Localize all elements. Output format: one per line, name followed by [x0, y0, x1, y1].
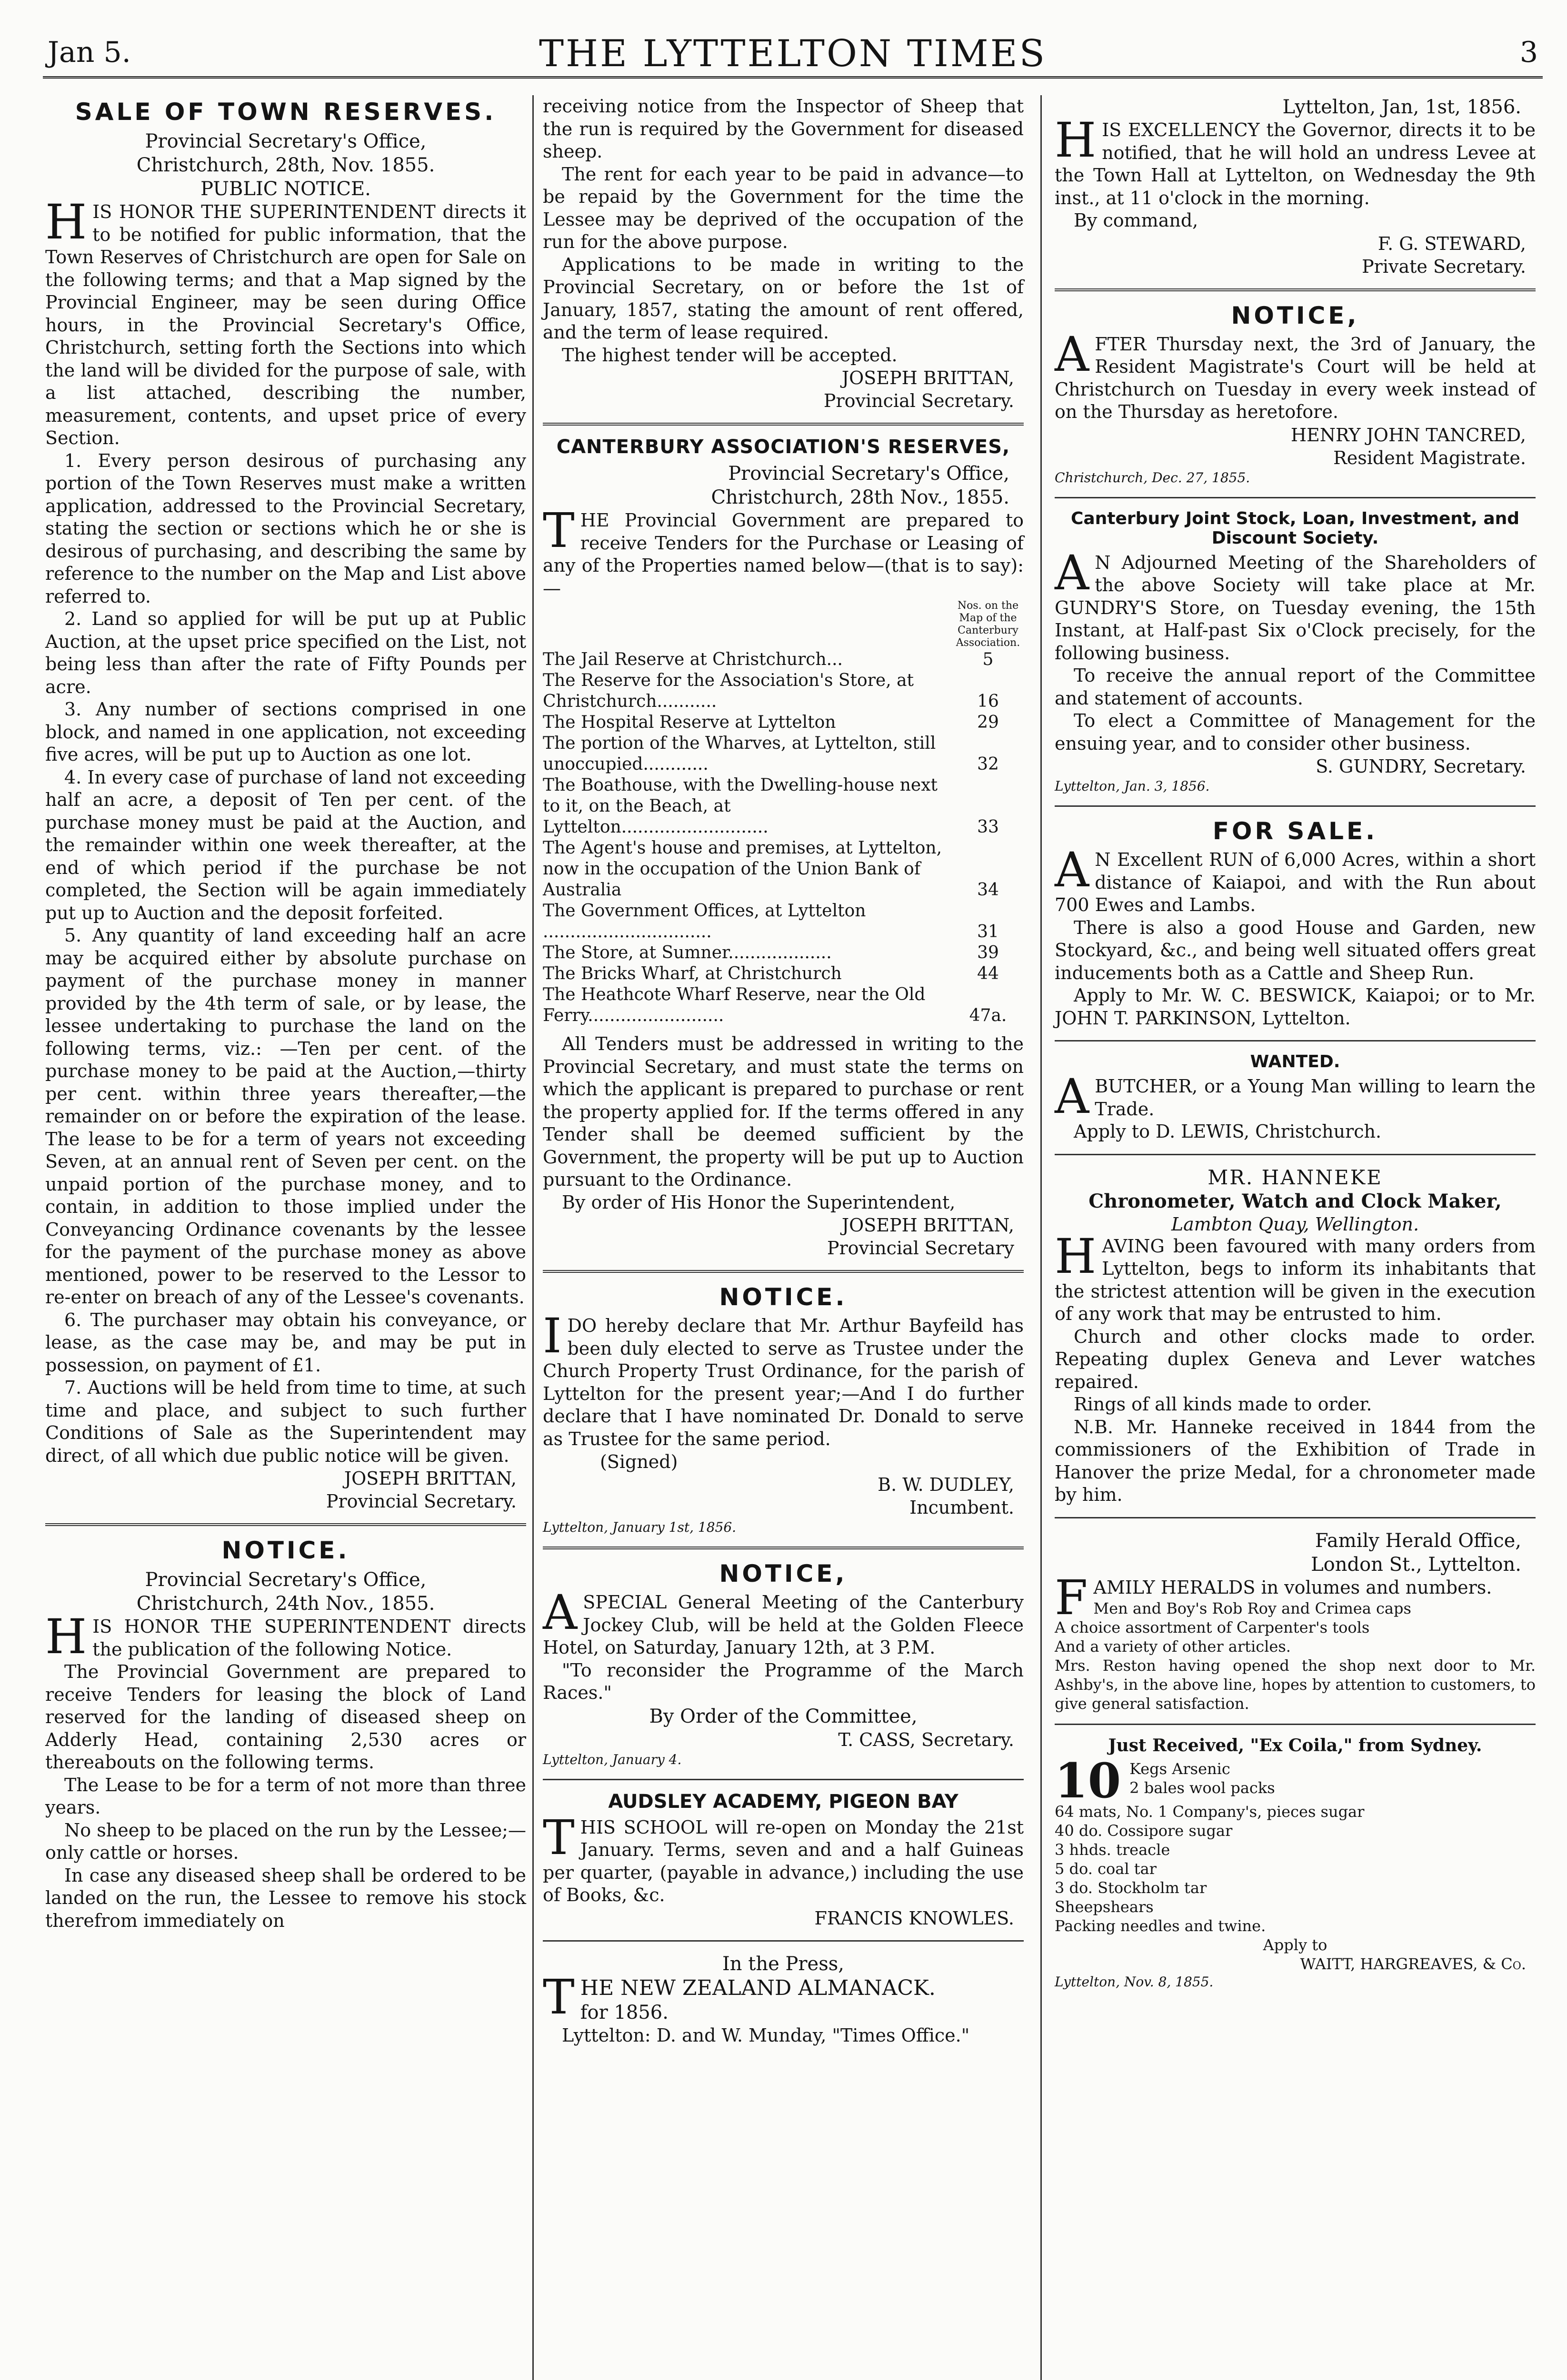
notice-trustee: [543, 1283, 1024, 1536]
page-number: 3: [1519, 36, 1538, 69]
sale-of-town-reserves: [45, 98, 526, 1513]
column-rule: [1040, 95, 1042, 2380]
subheading: PUBLIC NOTICE.: [200, 178, 371, 200]
paragraph: No sheep to be placed on the run by the Lessee;—only cattle or horses.: [45, 1819, 526, 1863]
drop-cap: T: [543, 1809, 575, 1865]
term-item: 7. Auctions will be held from time to time, at such time and place, and subject to such further Conditions of Sale as the Superintendent may direct, of all which due public notice will be given.: [45, 1377, 526, 1466]
signature: FRANCIS KNOWLES.: [814, 1907, 1014, 1929]
paragraph: receiving notice from the Inspector of Sheep that the run is required by the Government for diseased sheep.: [543, 96, 1024, 162]
address-line: London St., Lyttelton.: [1311, 1553, 1521, 1576]
drop-cap: H: [45, 1609, 87, 1665]
office-line: Provincial Secretary's Office,: [145, 130, 427, 152]
table-row: [543, 963, 1024, 984]
property-name: The Boathouse, with the Dwelling-house next to it, on the Beach, at Lyttelton...........................: [543, 775, 938, 837]
dateline: Christchurch, 24th Nov., 1855.: [136, 1593, 435, 1615]
paragraph: DO hereby declare that Mr. Arthur Bayfeild has been duly elected to serve as Trustee under the Church Property Trust Ordinance, for the parish of Lyttelton for the present year;—And I do further declare that I have nominated Dr. Donald to serve as Trustee for the same period.: [543, 1315, 1024, 1449]
audsley-academy: [543, 1791, 1024, 1930]
property-name: The Government Offices, at Lyttelton ...............................: [543, 901, 866, 942]
paragraph: N.B. Mr. Hanneke received in 1844 from the commissioners of the Exhibition of Trade in Hanover the prize Medal, for a chronometer made by him.: [1055, 1416, 1536, 1505]
reserves-table: [543, 649, 1024, 1026]
office-line: Provincial Secretary's Office,: [145, 1569, 427, 1591]
goods-line: 2 bales wool packs: [1129, 1779, 1275, 1797]
term-item: 5. Any quantity of land exceeding half an acre may be acquired either by absolute purchase on payment of the purchase money in manner provided by the 4th term of sale, or by lease, the lessee undertaking to purchase the land on the following terms, viz.: —Ten per cent. of the purchase money to be paid at the Auction,—thirty per cent. within three years thereafter,—the remainder on or before the expiration of the lease. The lease to be for a term of years not exceeding Seven, at an annual rent of Seven per cent. on the unpaid portion of the purchase money, and to contain, in addition to those implied under the Conveyancing Ordinance covenants by the lessee for the payment of the purchase money as above mentioned, power to be reserved to the Lessor to re-enter on breach of any of the Lessee's covenants.: [45, 925, 526, 1308]
map-number: 16: [977, 692, 999, 711]
levee-notice: [1055, 95, 1536, 278]
drop-cap: A: [1055, 545, 1089, 601]
committee-line: By Order of the Committee,: [649, 1705, 918, 1727]
paragraph: The rent for each year to be paid in advance—to be repaid by the Government for the time the Lessee may be deprived of the occupation of the run for the above purpose.: [543, 163, 1024, 252]
drop-cap: H: [45, 194, 87, 250]
signature-name: F. G. STEWARD,: [1377, 233, 1526, 254]
paragraph: HIS SCHOOL will re-open on Monday the 21st January. Terms, seven and and a half Guineas per quarter, (payable in advance,) including the use of Books, &c.: [543, 1816, 1024, 1905]
table-row: [543, 942, 1024, 963]
notice-date: Lyttelton, January 4.: [543, 1751, 682, 1767]
ad-heading: CANTERBURY ASSOCIATION'S RESERVES,: [556, 436, 1010, 458]
goods-line: Sheepshears: [1055, 1898, 1154, 1916]
paragraph: AVING been favoured with many orders from Lyttelton, begs to inform its inhabitants that the strictest attention will be given in the execution of any work that may be entrusted to him.: [1055, 1235, 1536, 1324]
arsenic-ad: [1055, 1735, 1536, 1991]
divider: [1055, 1724, 1536, 1725]
table-row: [543, 670, 1024, 712]
divider: [543, 1547, 1024, 1549]
table-row: [543, 838, 1024, 901]
column-header: Nos. on the Map of the Canterbury Association.: [956, 600, 1020, 649]
notice-jockey-club: [543, 1560, 1024, 1768]
term-item: 1. Every person desirous of purchasing any portion of the Town Reserves must make a written application, addressed to the Provincial Secretary, stating the section or sections which he or she is desirous of purchasing, and describing the same by reference to the number on the Map and List above referred to.: [45, 450, 526, 607]
goods-line: Mrs. Reston having opened the shop next door to Mr. Ashby's, in the above line, hopes by attention to customers, to give general satisfaction.: [1055, 1656, 1536, 1713]
issue-date: Jan 5.: [48, 36, 131, 69]
hanneke-ad: [1055, 1166, 1536, 1507]
newspaper-title: THE LYTTELTON TIMES: [539, 32, 1047, 75]
property-name: The Hospital Reserve at Lyttelton: [543, 713, 836, 732]
table-row: [543, 712, 1024, 733]
drop-cap: A: [1055, 1069, 1089, 1124]
ad-heading: NOTICE.: [221, 1537, 350, 1564]
divider: [543, 423, 1024, 426]
paragraph: Church and other clocks made to order. Repeating duplex Geneva and Lever watches repaired.: [1055, 1326, 1536, 1392]
paragraph: N Adjourned Meeting of the Shareholders of the above Society will take place at Mr. GUNDRY'S Store, on Tuesday evening, the 15th Instant, at Half-past Six o'Clock precisely, for the following business.: [1055, 552, 1536, 664]
drop-cap: H: [1055, 1228, 1097, 1284]
divider: [1055, 1154, 1536, 1155]
divider: [543, 1940, 1024, 1942]
map-number: 5: [982, 650, 994, 669]
paragraph: Rings of all kinds made to order.: [1074, 1394, 1372, 1415]
drop-cap: A: [543, 1585, 578, 1640]
notice-date: Lyttelton, Jan. 3, 1856.: [1055, 778, 1210, 794]
ad-heading: NOTICE,: [1231, 301, 1359, 329]
subheading: In the Press,: [722, 1953, 844, 1975]
trade-line: Chronometer, Watch and Clock Maker,: [1088, 1190, 1502, 1212]
table-header: [543, 600, 1024, 649]
term-item: 2. Land so applied for will be put up at Public Auction, at the upset price specified on the List, not being less than after the rate of Fifty Pounds per acre.: [45, 608, 526, 697]
apply-line: Apply to: [1263, 1936, 1327, 1954]
signature-title: Incumbent.: [909, 1497, 1014, 1518]
drop-cap: I: [543, 1308, 562, 1364]
column-2: [543, 95, 1024, 2056]
table-row: [543, 733, 1024, 775]
paragraph: Lyttelton: D. and W. Munday, "Times Office.": [562, 2024, 970, 2046]
divider: [1055, 1040, 1536, 1041]
signature-title: Private Secretary.: [1362, 256, 1526, 277]
drop-cap: T: [543, 503, 575, 558]
paragraph: BUTCHER, or a Young Man willing to learn the Trade.: [1095, 1076, 1536, 1120]
wanted-ad: [1055, 1052, 1536, 1143]
dateline: Christchurch, 28th Nov., 1855.: [711, 486, 1009, 508]
almanack-ad: [543, 1952, 1024, 2047]
ad-heading: WANTED.: [1250, 1052, 1340, 1071]
table-row: [543, 901, 1024, 942]
divider: [1055, 1517, 1536, 1518]
family-herald-ad: [1055, 1529, 1536, 1714]
paragraph: SPECIAL General Meeting of the Canterbury Jockey Club, will be held at the Golden Fleece Hotel, on Saturday, January 12th, at 3 P.M.: [543, 1592, 1024, 1658]
paragraph: AMILY HERALDS in volumes and numbers.: [1093, 1577, 1492, 1598]
signature-name: B. W. DUDLEY,: [878, 1474, 1014, 1495]
paragraph: HE Provincial Government are prepared to receive Tenders for the Purchase or Leasing of any of the Properties named below—(that is to say):—: [543, 510, 1024, 599]
property-name: The portion of the Wharves, at Lyttelton, still unoccupied............: [543, 734, 936, 774]
ad-heading: NOTICE.: [719, 1283, 848, 1311]
paragraph: IS HONOR THE SUPERINTENDENT directs the publication of the following Notice.: [92, 1616, 526, 1660]
drop-cap: T: [543, 1969, 575, 2025]
divider: [1055, 288, 1536, 291]
paragraph: FTER Thursday next, the 3rd of January, the Resident Magistrate's Court will be held at Christchurch on Tuesday in every week instead of on the Thursday as heretofore.: [1055, 333, 1536, 422]
paragraph: To receive the annual report of the Committee and statement of accounts.: [1055, 665, 1536, 709]
signature-title: Provincial Secretary.: [326, 1491, 517, 1512]
map-number: 39: [977, 943, 999, 962]
column-1: [45, 95, 526, 1942]
paragraph: By command,: [1074, 210, 1198, 231]
property-name: The Heathcote Wharf Reserve, near the Old Ferry.........................: [543, 985, 926, 1025]
property-name: The Jail Reserve at Christchurch...: [543, 650, 843, 669]
paragraph: The Provincial Government are prepared to receive Tenders for leasing the block of Land reserved for the landing of diseased sheep on Adderly Head, containing 2,530 acres or thereabouts on the following terms.: [45, 1661, 526, 1773]
paragraph: There is also a good House and Garden, new Stockyard, &c., and being well situated offers great inducements both as a Cattle and Sheep Run.: [1055, 917, 1536, 983]
term-item: 4. In every case of purchase of land not exceeding half an acre, a deposit of Ten per cent. of the purchase money must be paid at the Auction, and the remainder within one week thereafter, at the end of which period if the purchase be not completed, the Section will be again immediately put up to Auction and the deposit forfeited.: [45, 766, 526, 923]
goods-line: A choice assortment of Carpenter's tools: [1055, 1618, 1370, 1636]
paragraph: The highest tender will be accepted.: [562, 344, 898, 366]
paragraph: The Lease to be for a term of not more than three years.: [45, 1774, 526, 1818]
map-number: 31: [977, 922, 999, 942]
notice-date: Lyttelton, Nov. 8, 1855.: [1055, 1974, 1214, 1990]
ad-heading: Canterbury Joint Stock, Loan, Investment, and Discount Society.: [1070, 508, 1520, 548]
map-number: 33: [977, 817, 999, 837]
court-notice: [1055, 302, 1536, 486]
paragraph: "To reconsider the Programme of the March Races.": [543, 1659, 1024, 1703]
signature-name: JOSEPH BRITTAN,: [841, 1215, 1014, 1236]
signature: S. GUNDRY, Secretary.: [1316, 756, 1526, 777]
signature-title: Provincial Secretary.: [823, 390, 1014, 411]
paragraph: Apply to Mr. W. C. BESWICK, Kaiapoi; or to Mr. JOHN T. PARKINSON, Lyttelton.: [1055, 985, 1536, 1029]
term-item: 3. Any number of sections comprised in one block, and named in one application, not exceeding five acres, will be put up to Auction as one lot.: [45, 699, 526, 765]
column-3: [1055, 95, 1536, 2000]
table-row: [543, 775, 1024, 838]
drop-cap: A: [1055, 842, 1089, 898]
paragraph: To elect a Committee of Management for the ensuing year, and to consider other business.: [1055, 710, 1536, 754]
term-item: 6. The purchaser may obtain his conveyance, or lease, as the case may be, and may be put in possession, on payment of £1.: [45, 1309, 526, 1376]
canterbury-association-reserves: [543, 436, 1024, 1259]
paragraph: Applications to be made in writing to the Provincial Secretary, on or before the 1st of January, 1857, stating the amount of rent offered, and the term of lease required.: [543, 254, 1024, 343]
quantity-numeral: 10: [1055, 1753, 1121, 1809]
property-name: The Agent's house and premises, at Lyttelton, now in the occupation of the Union Bank of Australia: [543, 838, 942, 900]
goods-line: Kegs Arsenic: [1129, 1760, 1230, 1778]
dateline: Lyttelton, Jan, 1st, 1856.: [1282, 96, 1521, 118]
divider: [45, 1523, 526, 1526]
paragraph: IS EXCELLENCY the Governor, directs it to be notified, that he will hold an undress Levee at the Town Hall at Lyttelton, on Wednesday the 9th inst., at 11 o'clock in the morning.: [1055, 119, 1536, 208]
notice-date: Christchurch, Dec. 27, 1855.: [1055, 469, 1250, 486]
map-number: 32: [977, 754, 999, 774]
notice-adderly-head: [45, 1537, 526, 1932]
paragraph: Apply to D. LEWIS, Christchurch.: [1074, 1121, 1382, 1142]
ad-heading: NOTICE,: [719, 1560, 848, 1587]
signature-title: Provincial Secretary: [827, 1238, 1014, 1259]
column-rule: [532, 95, 534, 2380]
goods-line: 3 hhds. treacle: [1055, 1841, 1170, 1859]
signature: WAITT, HARGREAVES, & Co.: [1300, 1955, 1526, 1973]
table-row: [543, 649, 1024, 670]
paragraph: In case any diseased sheep shall be ordered to be landed on the run, the Lessee to remove his stock therefrom immediately on: [45, 1864, 526, 1931]
for-sale-ad: [1055, 817, 1536, 1030]
property-name: The Store, at Sumner...................: [543, 943, 832, 962]
drop-cap: F: [1055, 1569, 1088, 1626]
divider: [1055, 497, 1536, 498]
almanack-title: HE NEW ZEALAND ALMANACK.: [580, 1975, 936, 2000]
divider: [1055, 805, 1536, 807]
paragraph: By order of His Honor the Superintendent,: [562, 1191, 956, 1213]
divider: [543, 1270, 1024, 1273]
paragraph: IS HONOR THE SUPERINTENDENT directs it to be notified for public information, that the Town Reserves of Christchurch are open for Sale on the following terms; and that a Map signed by the Provincial Engineer, may be seen during Office hours, in the Provincial Secretary's Office, Christchurch, setting forth the Sections into which the land will be divided for the purpose of sale, with a list attached, describing the number, measurement, contents, and upset price of every Section.: [45, 201, 526, 448]
ad-heading: AUDSLEY ACADEMY, PIGEON BAY: [608, 1790, 958, 1813]
table-row: [543, 984, 1024, 1026]
signature-title: Resident Magistrate.: [1333, 447, 1526, 468]
map-number: 29: [977, 713, 999, 732]
property-name: The Bricks Wharf, at Christchurch: [543, 964, 842, 983]
masthead: [43, 19, 1543, 79]
drop-cap: H: [1055, 112, 1097, 168]
signature-name: JOSEPH BRITTAN,: [344, 1468, 517, 1489]
goods-line: Men and Boy's Rob Roy and Crimea caps: [1093, 1599, 1411, 1617]
drop-cap: A: [1055, 326, 1089, 382]
goods-line: 64 mats, No. 1 Company's, pieces sugar: [1055, 1803, 1365, 1821]
notice-continued: [543, 95, 1024, 412]
office-line: Family Herald Office,: [1315, 1529, 1521, 1552]
goods-line: And a variety of other articles.: [1055, 1637, 1291, 1656]
signature-name: JOSEPH BRITTAN,: [841, 367, 1014, 388]
ad-heading: Just Received, "Ex Coila," from Sydney.: [1108, 1735, 1482, 1755]
map-number: 34: [977, 880, 999, 900]
office-line: Provincial Secretary's Office,: [728, 463, 1009, 485]
notice-date: Lyttelton, January 1st, 1856.: [543, 1519, 737, 1535]
ad-heading: MR. HANNEKE: [1208, 1165, 1383, 1189]
society-notice: [1055, 509, 1536, 795]
paragraph: N Excellent RUN of 6,000 Acres, within a short distance of Kaiapoi, and with the Run about 700 Ewes and Lambs.: [1055, 849, 1536, 915]
signed-label: (Signed): [600, 1451, 678, 1472]
goods-line: 40 do. Cossipore sugar: [1055, 1822, 1233, 1840]
almanack-year: for 1856.: [580, 2001, 669, 2023]
goods-line: 3 do. Stockholm tar: [1055, 1879, 1207, 1897]
goods-line: 5 do. coal tar: [1055, 1860, 1157, 1878]
map-number: 47a.: [969, 1006, 1007, 1025]
dateline: Christchurch, 28th, Nov. 1855.: [136, 154, 435, 176]
divider: [543, 1779, 1024, 1780]
property-name: The Reserve for the Association's Store, at Christchurch...........: [543, 671, 914, 711]
signature: T. CASS, Secretary.: [838, 1729, 1014, 1750]
address-line: Lambton Quay, Wellington.: [1171, 1213, 1419, 1235]
goods-line: Packing needles and twine.: [1055, 1917, 1266, 1935]
paragraph: All Tenders must be addressed in writing to the Provincial Secretary, and must state the terms on which the applicant is prepared to purchase or rent the property applied for. If the terms offered in any Tender shall be deemed sufficient by the Government, the property will be put up to Auction pursuant to the Ordinance.: [543, 1033, 1024, 1190]
signature-name: HENRY JOHN TANCRED,: [1290, 424, 1526, 446]
ad-heading: SALE OF TOWN RESERVES.: [75, 98, 497, 126]
map-number: 44: [977, 964, 999, 983]
ad-heading: FOR SALE.: [1212, 817, 1378, 845]
